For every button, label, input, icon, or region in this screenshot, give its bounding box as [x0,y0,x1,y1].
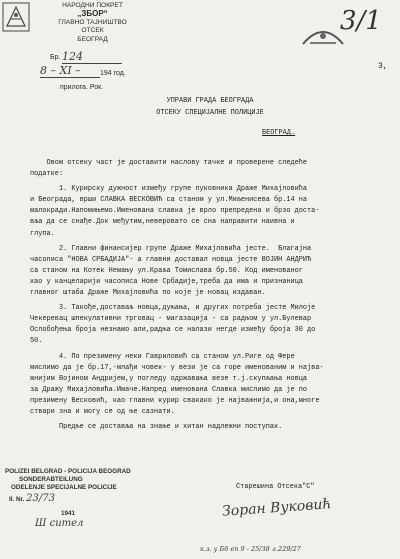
body-line: 1. Курирску дужност између групе пуковника Драже Михајловића [30,185,308,194]
recipient-city: БЕОГРАД. [262,129,296,137]
eagle-emblem-icon [300,26,346,48]
page-number: 3, [378,62,388,71]
body-line: главног штаба Драже Михајловића по које је новац издаван. [30,289,266,298]
body-line: 3. Такође,доставаљ новца,дуњања, и других потреба јесте Милоје [30,304,316,313]
body-line: Предње се доставља на знање и хитан надлежни поступак. [30,423,283,432]
body-line: 4. По презимену неки Гавриловић са станом ул.Риге од Фере [30,352,295,361]
letter-body [30,158,392,433]
body-line: малокради.Напомињемо.Именована славка је врло препредена и брзо доста- [30,207,320,216]
letterhead-org: „ЗБОР“ [77,9,108,19]
body-line: за Дражу Михајловића.Имаче.Напред именована Славка мислимо да је по [30,385,308,394]
letterhead-line4: ОТСЕК [81,27,104,35]
body-line: 50. [30,337,43,346]
signature-title: Старешина Отсека"С" [236,483,315,491]
recipient-line1: УПРАВИ ГРАДА БЕОГРАДА [166,97,254,105]
signature-name: Зоран Вуковић [221,496,332,520]
signature [221,496,332,520]
body-line: Овом отсеку част је доставити наслову тачке и проверене следеће [30,159,308,167]
body-line: ствари зна и могу се од ње сазнати. [30,407,175,416]
stamp-date: 1941 [61,509,76,517]
recipient-line2: ОТСЕКУ СПЕЦИЈАЛНЕ ПОЛИЦИЈЕ [156,109,264,117]
handwritten-corner-number: 3/1 [340,6,382,36]
ref-date-value: 8 – XI – [40,64,100,78]
ref-year: 194 год. [100,70,126,77]
police-stamp [5,468,133,548]
archive-note: к.з. у Б6 en 9 - 25/38 л.229/27 [200,545,301,553]
body-line: Ослобођења броја незнамо али,радња се налази негде између броја 30 до [30,326,316,335]
ref-attachments: прилога. Рок. [60,84,104,91]
letterhead [40,2,145,44]
stamp-number-label: II. Nr. [9,495,25,503]
letterhead-line1: НАРОДНИ ПОКРЕТ [62,2,123,9]
stamp-line3: ODELENJE SPECIJALNE POLICIJE [11,484,117,492]
body-line: 2. Главни финансиjер групе Драже Михаjловића jеcте. Благајна [30,244,312,253]
stamp-number-value: 23/73 [26,492,55,504]
body-line: Чекеревац шпекулативни трговац - магазација - са радњом у ул.Булевар [30,315,312,324]
stamp-line2: SONDERABTEILUNG [19,476,83,484]
zbor-logo [2,2,30,32]
stamp-line1: POLIZEI BELGRAD - POLICIJA BEOGRAD [5,468,131,475]
body-line: глупа. [30,229,55,238]
letterhead-line5: БЕОГРАД [77,35,108,43]
body-line: мислимо да је бр.17,-млађи човек- у вези је са горе именованим и најва- [30,363,324,372]
body-line: и Београда, врши СЛАВКА ВЕСКОВИЋ са станом у ул.Миљенисева бр.14 на [30,196,308,205]
body-line: часописа "НОВА СРБАДИЈА"- а главни доставал новца јесте ВОЈИН АНДРИЋ [30,255,312,264]
body-line: као у канцеларији часописа Нове Србадије,треба да има и признаница [30,277,303,286]
body-line: вља да се снађе.Док међутим,неверовато се сна направити наивна и [30,218,295,227]
body-line: жнијим Војином Андријем,у погледу одржавања везе т.ј.скупљања новца [30,374,308,383]
body-line: са станом на Котек Немању ул.Краља Томислава бр.50. Код именованог [30,266,303,275]
ref-number-value: 124 [62,50,122,64]
letterhead-line3: ГЛАВНО ТАЈНИШТВО [58,18,127,26]
ref-number-label: Бр. [50,54,61,61]
body-line: податкe: [30,170,64,179]
stamp-handwriting: Ш сител [35,518,84,530]
body-line: презимену Весковић, као главни курир свакако је најважнија,и она,многе [30,396,320,405]
